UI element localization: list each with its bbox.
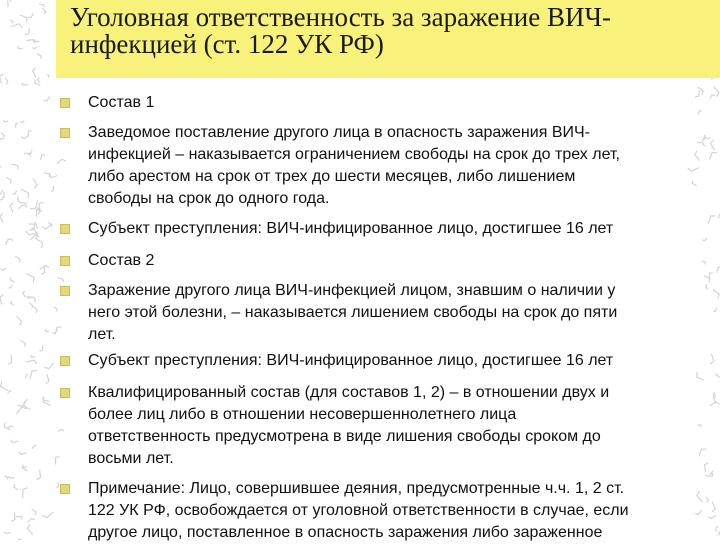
texture-stroke: [711, 472, 713, 477]
texture-stroke: [713, 290, 719, 299]
texture-stroke: [711, 139, 715, 150]
texture-stroke: [1, 133, 5, 139]
texture-stroke: [18, 205, 27, 209]
texture-stroke: [23, 488, 28, 498]
texture-stroke: [0, 295, 3, 305]
texture-stroke: [49, 175, 57, 178]
texture-stroke: [11, 301, 14, 306]
texture-stroke: [27, 273, 34, 282]
bullet-item: [60, 122, 700, 210]
texture-stroke: [3, 120, 8, 122]
texture-stroke: [19, 452, 27, 455]
texture-stroke: [15, 256, 20, 263]
texture-stroke: [715, 374, 720, 383]
texture-stroke: [35, 80, 41, 86]
bullet-text: [88, 350, 694, 372]
bullet-item: [60, 218, 700, 240]
texture-stroke: [0, 163, 1, 167]
texture-stroke: [13, 190, 17, 194]
texture-stroke: [710, 95, 715, 99]
texture-stroke: [20, 15, 27, 22]
texture-stroke: [39, 4, 44, 7]
bullet-text-line: Состав 1: [88, 94, 154, 111]
bullet-text-line: 122 УК РФ, освобождается от уголовной ответственности в случае, если: [88, 502, 629, 519]
texture-stroke: [18, 197, 27, 204]
texture-stroke: [714, 87, 719, 97]
texture-stroke: [11, 440, 19, 443]
texture-stroke: [6, 241, 8, 245]
bullet-item: [60, 350, 700, 372]
texture-stroke: [8, 426, 14, 429]
texture-stroke: [16, 123, 18, 128]
texture-stroke: [8, 0, 13, 7]
texture-stroke: [40, 266, 49, 270]
texture-stroke: [0, 197, 3, 202]
bullet-text-line: Заражение другого лица ВИЧ-инфекцией лицом, знавшим о наличии у: [88, 282, 615, 299]
texture-stroke: [7, 239, 13, 241]
texture-stroke: [48, 223, 52, 228]
texture-stroke: [716, 527, 719, 532]
texture-stroke: [5, 476, 8, 480]
texture-stroke: [21, 340, 26, 347]
texture-stroke: [710, 402, 720, 406]
texture-stroke: [11, 24, 23, 28]
texture-stroke: [16, 517, 22, 520]
texture-stroke: [38, 78, 40, 83]
bullet-text: [88, 478, 694, 544]
texture-stroke: [4, 532, 10, 534]
texture-stroke: [33, 306, 37, 313]
texture-stroke: [0, 190, 3, 197]
texture-stroke: [712, 502, 715, 512]
texture-stroke: [26, 360, 37, 364]
texture-stroke: [717, 531, 719, 535]
texture-stroke: [11, 278, 15, 282]
texture-stroke: [44, 96, 50, 101]
slide-title: [70, 4, 710, 58]
bullet-text: [88, 218, 694, 240]
texture-stroke: [42, 8, 45, 14]
texture-stroke: [708, 515, 716, 518]
texture-stroke: [8, 355, 12, 364]
texture-stroke: [33, 178, 37, 188]
bullet-text-line: Заведомое поставление другого лица в опасность заражения ВИЧ-: [88, 124, 590, 141]
square-bullet-icon: [60, 98, 70, 108]
texture-stroke: [703, 135, 705, 140]
texture-stroke: [27, 297, 32, 299]
texture-stroke: [714, 395, 717, 404]
texture-stroke: [34, 39, 39, 42]
texture-stroke: [33, 47, 38, 49]
texture-stroke: [51, 186, 54, 192]
bullet-text-line: лет.: [88, 326, 116, 343]
texture-stroke: [699, 449, 706, 456]
texture-stroke: [36, 209, 40, 217]
bullet-text-line: более лиц либо в отношении несовершеннолетнего лица: [88, 406, 516, 423]
texture-stroke: [45, 329, 49, 332]
texture-stroke: [18, 399, 28, 406]
texture-stroke: [21, 189, 29, 198]
texture-stroke: [10, 0, 20, 2]
texture-stroke: [57, 483, 59, 488]
texture-stroke: [56, 456, 60, 464]
bullet-item: [60, 250, 700, 272]
texture-stroke: [1, 268, 7, 270]
texture-stroke: [41, 266, 45, 275]
texture-stroke: [39, 345, 43, 351]
texture-stroke: [42, 224, 52, 229]
texture-stroke: [30, 371, 37, 380]
texture-stroke: [31, 355, 35, 357]
texture-stroke: [703, 143, 706, 146]
texture-stroke: [28, 131, 32, 136]
texture-stroke: [706, 137, 711, 139]
texture-stroke: [0, 74, 3, 84]
texture-stroke: [7, 177, 11, 183]
texture-stroke: [52, 329, 58, 333]
texture-stroke: [42, 512, 53, 518]
texture-stroke: [9, 476, 15, 478]
texture-stroke: [8, 391, 12, 394]
texture-stroke: [26, 231, 37, 235]
texture-stroke: [29, 303, 32, 309]
square-bullet-icon: [60, 286, 70, 296]
square-bullet-icon: [60, 256, 70, 266]
bullet-text: [88, 92, 694, 114]
texture-stroke: [709, 272, 712, 278]
bullet-text-line: Субъект преступления: ВИЧ-инфицированное лицо, достигшее 16 лет: [88, 220, 613, 237]
bullet-text: [88, 382, 694, 470]
title-line-2: инфекцией (ст. 122 УК РФ): [70, 29, 384, 59]
bullet-text-line: Состав 2: [88, 252, 154, 269]
texture-stroke: [39, 202, 43, 211]
texture-stroke: [5, 78, 8, 85]
texture-stroke: [27, 524, 32, 534]
texture-stroke: [30, 200, 38, 209]
texture-stroke: [4, 423, 10, 430]
texture-stroke: [32, 228, 38, 239]
texture-stroke: [18, 46, 23, 49]
texture-stroke: [24, 153, 31, 156]
texture-stroke: [43, 397, 51, 406]
texture-stroke: [704, 463, 708, 472]
texture-stroke: [22, 465, 27, 471]
bullet-item: [60, 92, 700, 114]
texture-stroke: [35, 238, 43, 248]
texture-stroke: [11, 512, 15, 521]
texture-stroke: [27, 151, 32, 155]
texture-stroke: [17, 316, 22, 325]
texture-stroke: [702, 238, 707, 241]
square-bullet-icon: [60, 484, 70, 494]
texture-stroke: [23, 291, 25, 297]
square-bullet-icon: [60, 388, 70, 398]
texture-stroke: [717, 267, 720, 272]
texture-stroke: [20, 121, 24, 123]
texture-stroke: [713, 393, 715, 398]
texture-stroke: [26, 374, 28, 378]
texture-stroke: [46, 374, 49, 384]
texture-stroke: [713, 308, 716, 312]
texture-stroke: [44, 173, 51, 178]
texture-stroke: [33, 68, 36, 78]
bullet-text-line: либо арестом на срок от трех до шести месяцев, либо лишением: [88, 168, 575, 185]
bullet-text-line: Субъект преступления: ВИЧ-инфицированное лицо, достигшее 16 лет: [88, 352, 613, 369]
bullet-item: [60, 382, 700, 470]
texture-stroke: [47, 74, 49, 78]
texture-stroke: [40, 155, 45, 160]
texture-stroke: [54, 307, 58, 311]
texture-stroke: [10, 203, 13, 213]
square-bullet-icon: [60, 224, 70, 234]
texture-stroke: [32, 509, 36, 515]
texture-stroke: [26, 40, 34, 43]
bullet-text-line: другое лицо, поставленное в опасность заражения либо зараженное: [88, 524, 602, 541]
bullet-text-line: ответственность предусмотрена в виде лишения свободы сроком до: [88, 428, 601, 445]
texture-stroke: [0, 135, 3, 138]
texture-stroke: [36, 470, 40, 480]
bullet-text: [88, 280, 694, 346]
bullet-text: [88, 250, 694, 272]
bullet-text: [88, 122, 694, 210]
square-bullet-icon: [60, 128, 70, 138]
texture-stroke: [24, 401, 31, 409]
texture-stroke: [45, 363, 54, 369]
texture-stroke: [43, 397, 50, 402]
texture-stroke: [702, 261, 705, 265]
texture-stroke: [14, 484, 18, 490]
texture-stroke: [37, 54, 41, 59]
texture-stroke: [711, 354, 714, 364]
texture-stroke: [25, 28, 30, 34]
bullet-text-line: свободы на срок до одного года.: [88, 190, 329, 207]
texture-stroke: [704, 276, 710, 283]
texture-stroke: [22, 83, 28, 86]
bullet-text-line: инфекцией – наказывается ограничением свободы на срок до трех лет,: [88, 146, 620, 163]
texture-stroke: [32, 445, 36, 448]
texture-stroke: [9, 285, 12, 288]
texture-stroke: [706, 284, 708, 289]
bullet-text-line: Квалифицированный состав (для составов 1, 2) – в отношении двух и: [88, 384, 609, 401]
texture-stroke: [27, 297, 36, 302]
texture-stroke: [38, 211, 42, 214]
texture-stroke: [28, 519, 35, 523]
texture-stroke: [22, 466, 27, 468]
texture-stroke: [10, 20, 13, 23]
texture-stroke: [1, 381, 8, 391]
texture-stroke: [708, 216, 715, 223]
square-bullet-icon: [60, 356, 70, 366]
texture-stroke: [710, 153, 717, 160]
texture-stroke: [705, 471, 713, 477]
texture-stroke: [706, 497, 708, 502]
bullet-text-line: него этой болезни, – наказывается лишением свободы на срок до пяти: [88, 304, 617, 321]
texture-stroke: [21, 135, 29, 139]
bullet-text-line: Примечание: Лицо, совершившее деяния, предусмотренные ч.ч. 1, 2 ст.: [88, 480, 624, 497]
texture-stroke: [29, 222, 35, 230]
texture-stroke: [11, 164, 18, 169]
texture-stroke: [28, 13, 33, 18]
texture-stroke: [0, 213, 3, 222]
bullet-text-line: восьми лет.: [88, 450, 174, 467]
texture-stroke: [37, 208, 40, 212]
texture-stroke: [697, 372, 704, 380]
title-line-1: Уголовная ответственность за заражение ВИЧ-: [70, 2, 611, 32]
texture-stroke: [2, 192, 5, 198]
bullet-item: [60, 280, 700, 346]
bullet-item: [60, 478, 700, 544]
texture-stroke: [16, 407, 27, 414]
texture-stroke: [29, 224, 38, 229]
texture-stroke: [30, 235, 39, 240]
